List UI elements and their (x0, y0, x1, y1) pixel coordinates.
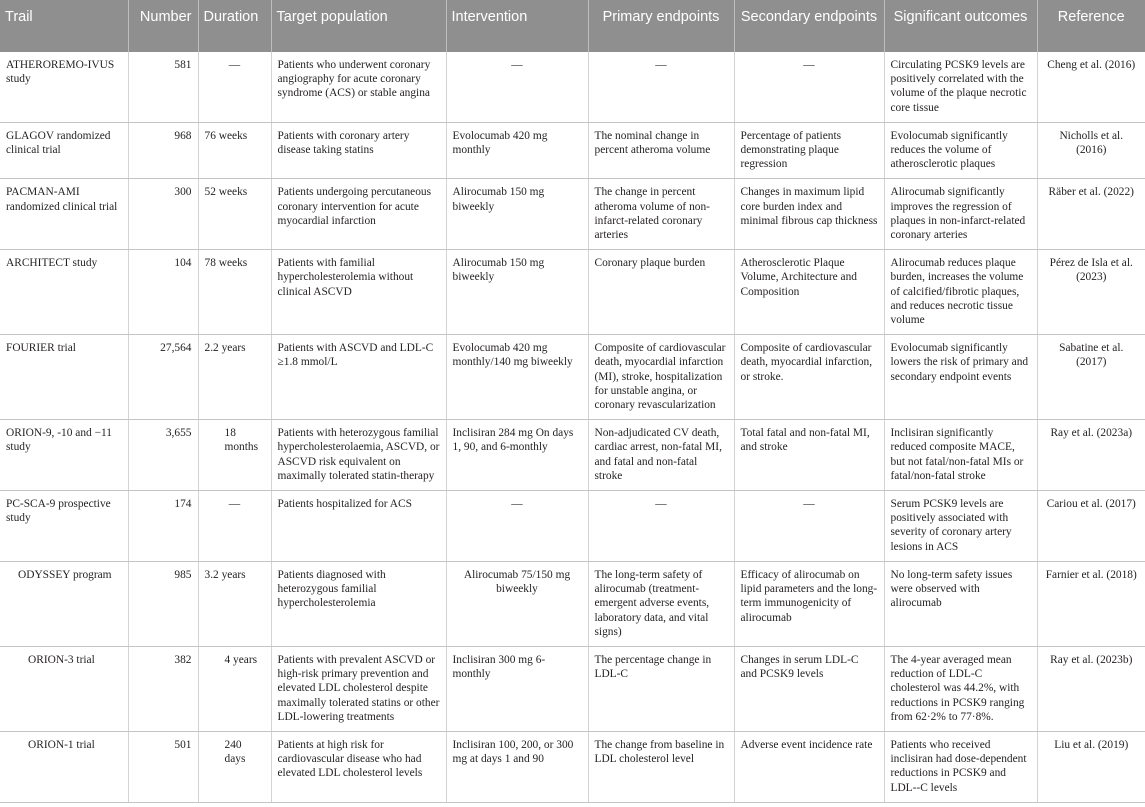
cell-intervention: Evolocumab 420 mg monthly (446, 122, 588, 179)
header-significant-outcomes: Significant outcomes (884, 0, 1037, 52)
cell-intervention: Inclisiran 100, 200, or 300 mg at days 1 and 90 (446, 731, 588, 802)
cell-duration: 2.2 years (198, 335, 271, 420)
cell-significant-outcomes: No long-term safety issues were observed with alirocumab (884, 561, 1037, 646)
cell-duration: — (198, 491, 271, 562)
cell-secondary-endpoints: Changes in serum LDL-C and PCSK9 levels (734, 646, 884, 731)
cell-target-population: Patients diagnosed with heterozygous familial hypercholesterolemia (271, 561, 446, 646)
header-primary-endpoints: Primary endpoints (588, 0, 734, 52)
cell-intervention: Alirocumab 150 mg biweekly (446, 250, 588, 335)
cell-primary-endpoints: The change in percent atheroma volume of non-infarct-related coronary arteries (588, 179, 734, 250)
cell-number: 300 (128, 179, 198, 250)
cell-secondary-endpoints: Atherosclerotic Plaque Volume, Architecture and Composition (734, 250, 884, 335)
cell-primary-endpoints: The change from baseline in LDL cholesterol level (588, 731, 734, 802)
cell-significant-outcomes: Evolocumab significantly lowers the risk of primary and secondary endpoint events (884, 335, 1037, 420)
cell-primary-endpoints: Non-adjudicated CV death, cardiac arrest, non-fatal MI, and fatal and non-fatal stroke (588, 420, 734, 491)
cell-reference: Nicholls et al. (2016) (1037, 122, 1145, 179)
cell-reference: Ray et al. (2023a) (1037, 420, 1145, 491)
cell-reference: Sabatine et al. (2017) (1037, 335, 1145, 420)
cell-number: 581 (128, 52, 198, 122)
cell-number: 382 (128, 646, 198, 731)
cell-secondary-endpoints: — (734, 52, 884, 122)
cell-target-population: Patients with ASCVD and LDL-C ≥1.8 mmol/L (271, 335, 446, 420)
cell-intervention: — (446, 491, 588, 562)
cell-duration: 3.2 years (198, 561, 271, 646)
cell-duration: 18 months (198, 420, 271, 491)
cell-duration: 52 weeks (198, 179, 271, 250)
header-row (0, 0, 1145, 52)
cell-secondary-endpoints: — (734, 491, 884, 562)
cell-target-population: Patients with heterozygous familial hypercholesterolaemia, ASCVD, or ASCVD risk equivalent on maximally tolerated statin-therapy (271, 420, 446, 491)
cell-primary-endpoints: The percentage change in LDL-C (588, 646, 734, 731)
cell-target-population: Patients with familial hypercholesterolemia without clinical ASCVD (271, 250, 446, 335)
cell-number: 968 (128, 122, 198, 179)
cell-primary-endpoints: Coronary plaque burden (588, 250, 734, 335)
cell-trail: GLAGOV randomized clinical trial (0, 122, 128, 179)
cell-secondary-endpoints: Percentage of patients demonstrating plaque regression (734, 122, 884, 179)
cell-primary-endpoints: The long-term safety of alirocumab (treatment-emergent adverse events, laboratory data, and vital signs) (588, 561, 734, 646)
cell-duration: 240 days (198, 731, 271, 802)
header-number: Number (128, 0, 198, 52)
cell-reference: Pérez de Isla et al. (2023) (1037, 250, 1145, 335)
cell-trail: FOURIER trial (0, 335, 128, 420)
cell-secondary-endpoints: Changes in maximum lipid core burden index and minimal fibrous cap thickness (734, 179, 884, 250)
cell-trail: ORION-1 trial (0, 731, 128, 802)
cell-target-population: Patients at high risk for cardiovascular disease who had elevated LDL cholesterol levels (271, 731, 446, 802)
cell-intervention: — (446, 52, 588, 122)
cell-reference: Räber et al. (2022) (1037, 179, 1145, 250)
cell-secondary-endpoints: Total fatal and non-fatal MI, and stroke (734, 420, 884, 491)
cell-intervention: Inclisiran 300 mg 6-monthly (446, 646, 588, 731)
cell-intervention: Evolocumab 420 mg monthly/140 mg biweekly (446, 335, 588, 420)
cell-significant-outcomes: Evolocumab significantly reduces the volume of atherosclerotic plaques (884, 122, 1037, 179)
table-row (0, 335, 1145, 420)
cell-number: 174 (128, 491, 198, 562)
cell-duration: 78 weeks (198, 250, 271, 335)
cell-significant-outcomes: Inclisiran significantly reduced composite MACE, but not fatal/non-fatal MIs or fatal/non-fatal stroke (884, 420, 1037, 491)
header-trail: Trail (0, 0, 128, 52)
header-target-population: Target population (271, 0, 446, 52)
cell-trail: ORION-9, -10 and −11 study (0, 420, 128, 491)
cell-target-population: Patients hospitalized for ACS (271, 491, 446, 562)
cell-intervention: Alirocumab 75/150 mg biweekly (446, 561, 588, 646)
cell-trail: PACMAN-AMI randomized clinical trial (0, 179, 128, 250)
cell-reference: Ray et al. (2023b) (1037, 646, 1145, 731)
table-row (0, 561, 1145, 646)
cell-number: 501 (128, 731, 198, 802)
header-duration: Duration (198, 0, 271, 52)
cell-significant-outcomes: Patients who received inclisiran had dose-dependent reductions in PCSK9 and LDL--C levels (884, 731, 1037, 802)
cell-reference: Cheng et al. (2016) (1037, 52, 1145, 122)
cell-significant-outcomes: Circulating PCSK9 levels are positively correlated with the volume of the plaque necrotic core tissue (884, 52, 1037, 122)
table-row (0, 491, 1145, 562)
cell-duration: — (198, 52, 271, 122)
cell-secondary-endpoints: Composite of cardiovascular death, myocardial infarction, or stroke. (734, 335, 884, 420)
table-row (0, 731, 1145, 802)
cell-intervention: Inclisiran 284 mg On days 1, 90, and 6-monthly (446, 420, 588, 491)
cell-target-population: Patients who underwent coronary angiography for acute coronary syndrome (ACS) or stable angina (271, 52, 446, 122)
cell-duration: 4 years (198, 646, 271, 731)
cell-trail: ODYSSEY program (0, 561, 128, 646)
cell-significant-outcomes: Alirocumab reduces plaque burden, increases the volume of calcified/fibrotic plaques, and reduces necrotic tissue volume (884, 250, 1037, 335)
cell-target-population: Patients with prevalent ASCVD or high-risk primary prevention and elevated LDL cholesterol despite maximally tolerated statins or other LDL-lowering treatments (271, 646, 446, 731)
cell-reference: Farnier et al. (2018) (1037, 561, 1145, 646)
cell-reference: Cariou et al. (2017) (1037, 491, 1145, 562)
cell-number: 27,564 (128, 335, 198, 420)
header-reference: Reference (1037, 0, 1145, 52)
header-secondary-endpoints: Secondary endpoints (734, 0, 884, 52)
cell-number: 3,655 (128, 420, 198, 491)
cell-significant-outcomes: Alirocumab significantly improves the regression of plaques in non-infarct-related coronary arteries (884, 179, 1037, 250)
cell-secondary-endpoints: Efficacy of alirocumab on lipid parameters and the long-term immunogenicity of alirocumab (734, 561, 884, 646)
cell-primary-endpoints: The nominal change in percent atheroma volume (588, 122, 734, 179)
cell-target-population: Patients with coronary artery disease taking statins (271, 122, 446, 179)
cell-reference: Liu et al. (2019) (1037, 731, 1145, 802)
cell-trail: ORION-3 trial (0, 646, 128, 731)
table-row (0, 420, 1145, 491)
cell-trail: ATHEROREMO-IVUS study (0, 52, 128, 122)
table-row (0, 179, 1145, 250)
cell-trail: PC-SCA-9 prospective study (0, 491, 128, 562)
cell-duration: 76 weeks (198, 122, 271, 179)
cell-primary-endpoints: Composite of cardiovascular death, myocardial infarction (MI), stroke, hospitalization for unstable angina, or coronary revascularization (588, 335, 734, 420)
cell-secondary-endpoints: Adverse event incidence rate (734, 731, 884, 802)
cell-significant-outcomes: Serum PCSK9 levels are positively associated with severity of coronary artery lesions in ACS (884, 491, 1037, 562)
table-row (0, 52, 1145, 122)
cell-target-population: Patients undergoing percutaneous coronary intervention for acute myocardial infarction (271, 179, 446, 250)
header-intervention: Intervention (446, 0, 588, 52)
cell-primary-endpoints: — (588, 52, 734, 122)
cell-number: 104 (128, 250, 198, 335)
table-row (0, 646, 1145, 731)
cell-number: 985 (128, 561, 198, 646)
cell-significant-outcomes: The 4-year averaged mean reduction of LDL-C cholesterol was 44.2%, with reductions in PCSK9 ranging from 62·2% to 77·8%. (884, 646, 1037, 731)
cell-intervention: Alirocumab 150 mg biweekly (446, 179, 588, 250)
table-row (0, 122, 1145, 179)
cell-trail: ARCHITECT study (0, 250, 128, 335)
table-row (0, 250, 1145, 335)
cell-primary-endpoints: — (588, 491, 734, 562)
